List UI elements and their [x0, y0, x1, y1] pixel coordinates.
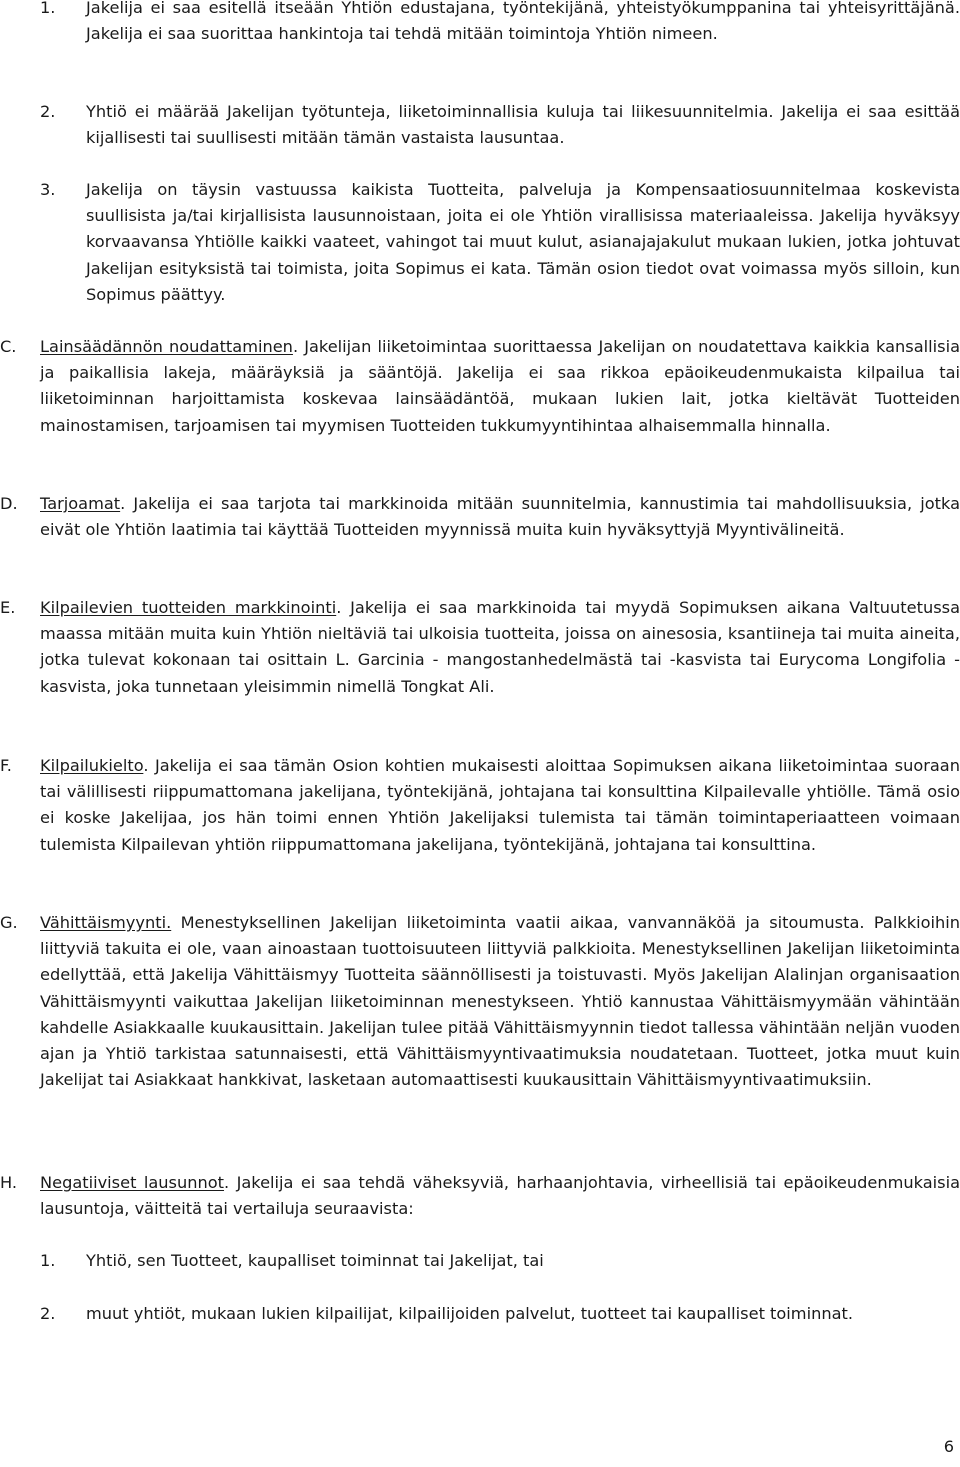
section-f — [0, 753, 960, 858]
list-item-text: Yhtiö, sen Tuotteet, kaupalliset toiminnat tai Jakelijat, tai — [86, 1251, 544, 1270]
h-list-item-1 — [0, 1248, 960, 1274]
list-item-2 — [0, 99, 960, 151]
list-item-1 — [0, 0, 960, 47]
section-heading: Lainsäädännön noudattaminen — [40, 337, 293, 356]
list-number: 1. — [40, 0, 56, 17]
section-letter: C. — [0, 337, 17, 356]
section-heading: Vähittäismyynti. — [40, 913, 172, 932]
section-letter: D. — [0, 494, 18, 513]
list-item-text: Jakelija ei saa esitellä itseään Yhtiön edustajana, työntekijänä, yhteistyökumppanina tai yhteisyrittäjänä. Jakelija ei saa suorittaa hankintoja tai tehdä mitään toimintoja Yhtiön nimeen. — [86, 0, 960, 44]
page-number: 6 — [943, 1437, 954, 1456]
section-heading: Tarjoamat — [40, 494, 121, 513]
section-c — [0, 334, 960, 439]
list-item-text: muut yhtiöt, mukaan lukien kilpailijat, kilpailijoiden palvelut, tuotteet tai kaupalliset toiminnat. — [86, 1304, 854, 1323]
section-e — [0, 595, 960, 700]
section-text: . Jakelija ei saa tämän Osion kohtien mukaisesti aloittaa Sopimuksen aikana liiketoimintaa suoraan tai välillisesti riippumattomana jakelijana, työntekijänä, johtajana tai konsulttina Kilpailevalle yhtiölle. Tämä osio ei koske Jakelijaa, jos hän toimi ennen Yhtiön Jakelijaksi tulemista tai tämän toimintaperiaatteen voimaan tulemista Kilpailevan yhtiön riippumattomana jakelijana, työntekijänä, johtajana tai konsulttina. — [40, 756, 960, 854]
section-h — [0, 1170, 960, 1222]
list-item-3 — [0, 177, 960, 308]
section-letter: G. — [0, 913, 18, 932]
section-letter: F. — [0, 756, 12, 775]
section-text: . Jakelija ei saa tehdä väheksyviä, harhaanjohtavia, virheellisiä tai epäoikeudenmukaisia lausuntoja, väitteitä tai vertailuja seuraavista: — [40, 1173, 960, 1219]
list-number: 1. — [40, 1251, 56, 1270]
section-heading: Negatiiviset lausunnot — [40, 1173, 225, 1192]
section-g — [0, 910, 960, 1093]
list-number: 2. — [40, 102, 56, 121]
section-letter: H. — [0, 1173, 18, 1192]
list-item-text: Yhtiö ei määrää Jakelijan työtunteja, liiketoiminnallisia kuluja tai liikesuunnitelmia. Jakelija ei saa esittää kijallisesti tai suullisesti mitään tämän vastaista lausuntaa. — [86, 102, 960, 148]
section-heading: Kilpailevien tuotteiden markkinointi — [40, 598, 337, 617]
h-list-item-2 — [0, 1301, 960, 1327]
section-d — [0, 491, 960, 543]
section-text: . Jakelijan liiketoimintaa suorittaessa Jakelijan on noudatettava kaikkia kansallisia ja paikallisia lakeja, määräyksiä ja sääntöjä. Jakelija ei saa rikkoa epäoikeudenmukaista kilpailua tai liiketoiminnan harjoittamista koskevaa lainsäädäntöä, mukaan lukien lait, jotka kieltävät Tuotteiden mainostamisen, tarjoamisen tai myymisen Tuotteiden tukkumyyntihintaa alhaisemmalla hinnalla. — [40, 337, 960, 435]
section-letter: E. — [0, 598, 16, 617]
section-text: Menestyksellinen Jakelijan liiketoiminta vaatii aikaa, vanvannäköä ja sitoumusta. Palkkioihin liittyviä takuita ei ole, vaan ainoastaan tuottoisuuteen liittyviä palkkioita. Menestyksellinen Jakelijan liiketoiminta edellyttää, että Jakelija Vähittäismyy Tuotteita säännöllisesti ja toistuvasti. Myös Jakelijan Alalinjan organisaation Vähittäismyynti vaikuttaa Jakelijan liiketoiminnan menestykseen. Yhtiö kannustaa Vähittäismyymään vähintään kahdelle Asiakkaalle kuukausittain. Jakelijan tulee pitää Vähittäismyynnin tiedot tallessa vähintään neljän vuoden ajan ja Yhtiö tarkistaa satunnaisesti, että Vähittäismyyntivaatimuksia noudatetaan. Tuotteet, jotka muut kuin Jakelijat tai Asiakkaat hankkivat, lasketaan automaattisesti kuukausittain Vähittäismyyntivaatimuksiin. — [40, 913, 960, 1090]
section-text: . Jakelija ei saa markkinoida tai myydä Sopimuksen aikana Valtuutetussa maassa mitään muita kuin Yhtiön nieltäviä tai ulkoisia tuotteita, joissa on ainesosia, ksantiineja tai muita aineita, jotka tulevat kokonaan tai osittain L. Garcinia - mangostanhedelmästä tai -kasvista tai Eurycoma Longifolia -kasvista, joka tunnetaan yleisimmin nimellä Tongkat Ali. — [40, 598, 960, 696]
list-item-text: Jakelija on täysin vastuussa kaikista Tuotteita, palveluja ja Kompensaatiosuunnitelmaa koskevista suullisista ja/tai kirjallisista lausunnoistaan, joita ei ole Yhtiön virallisissa materiaaleissa. Jakelija hyväksyy korvaavansa Yhtiölle kaikki vaateet, vahingot tai muut kulut, asianajajakulut mukaan lukien, jotka johtuvat Jakelijan esityksistä tai toimista, joita Sopimus ei kata. Tämän osion tiedot ovat voimassa myös silloin, kun Sopimus päättyy. — [86, 180, 960, 304]
list-number: 3. — [40, 180, 56, 199]
section-text: . Jakelija ei saa tarjota tai markkinoida mitään suunnitelmia, kannustimia tai mahdollisuuksia, jotka eivät ole Yhtiön laatimia tai käyttää Tuotteiden myynnissä muita kuin hyväksyttyjä Myyntivälineitä. — [40, 494, 960, 540]
list-number: 2. — [40, 1304, 56, 1323]
section-heading: Kilpailukielto — [40, 756, 144, 775]
